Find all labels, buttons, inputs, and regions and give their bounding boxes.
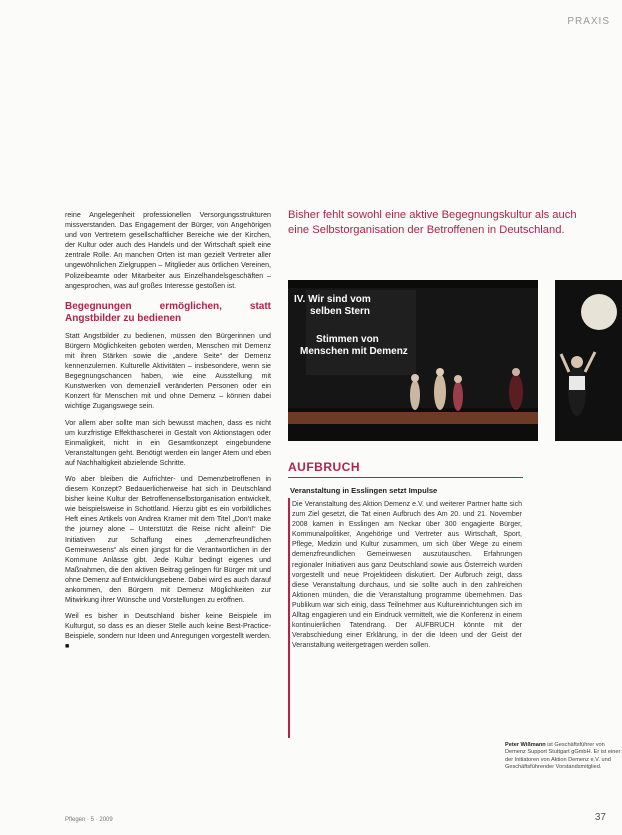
section-heading: Begegnungen ermöglichen, statt Angstbilder zu bedienen <box>65 300 271 324</box>
infobox-heading: AUFBRUCH <box>288 460 360 474</box>
performer-figure <box>410 380 420 410</box>
body-paragraph: Statt Angstbilder zu bedienen, müssen den Bürgerinnen und Bürgern Möglichkeiten geboten werden, Menschen mit Demenz mit ihren Stärken sowie die „andere Seite“ der Demenz kennenzulernen. Kulturelle Aktivitäten – insbesondere, wenn sie Begegnungschancen haben, wie eine Ausstellung mit Kunstwerken von demenziell veränderten Personen oder ein Konzert für Menschen mit und ohne Demenz – können dabei wichtige Zugangswege sein. <box>65 331 271 411</box>
performer-figure <box>509 374 523 410</box>
author-bio: ist Geschäftsführer von Demenz Support Stuttgart gGmbH. Er ist einer der Initiatoren von Aktion Demenz e.V. und Geschäftsführender Vorstandsmitglied. <box>505 742 621 771</box>
divider <box>288 477 523 478</box>
body-paragraph: reine Angelegenheit professionellen Versorgungsstrukturen missverstanden. Das Engagement der Bürger, von Angehörigen und von Vertretern gesellschaftlicher Bereiche wie der Kirchen, der Kultur oder auch des Handels und der Wirtschaft spielt eine zentrale Rolle. An manchen Orten ist man gezielt Vertreter aller ungewöhnlichen Zielgruppen – Mitglieder aus örtlichen Vereinen, Polizeibeamte oder Mitarbeiter aus Einzelhandelsgeschäften – angesprochen, was auf großes Interesse gestoßen ist. <box>65 211 271 290</box>
speaker-photo <box>555 280 622 441</box>
section-label: PRAXIS <box>567 16 610 27</box>
performer-figure <box>453 381 463 411</box>
body-paragraph <box>65 611 271 651</box>
performer-figure <box>434 374 446 410</box>
author-caption <box>505 742 622 772</box>
photo-text-line: Menschen mit Demenz <box>300 346 408 357</box>
speaker-scene <box>555 280 622 441</box>
body-paragraph-text: Weil es bisher in Deutschland bisher keine Beispiele im Kulturgut, so dass es an dieser Stelle auch keine Best-Practice-Beispiele, sondern nur Ideen und Anregungen vorgestellt werden. <box>65 612 271 641</box>
body-paragraph: Vor allem aber sollte man sich bewusst machen, dass es nicht um kurzfristige Effekthascherei in Gestalt von Aktionstagen oder Einmaligkeit, nicht in ein Gesamtkonzept eingebundene Veranstaltungen geht. Benötigt werden ein langer Atem und eben auf Nachhaltigkeit abzielende Schritte. <box>65 418 271 467</box>
infobox-subheading: Veranstaltung in Esslingen setzt Impulse <box>290 486 438 495</box>
end-mark: ■ <box>65 642 70 651</box>
infobox-body: Die Veranstaltung des Aktion Demenz e.V. und weiterer Partner hatte sich zum Ziel gesetzt, die Tat einen Aufbruch des Am 20. und 21. November 2008 kamen in Esslingen am Neckar über 300 engagierte Bürger, Kommunalpolitiker, Angehörige und Vertreter aus Wirtschaft, Sport, Pflege, Medizin und Kultur zusammen, um sich über Wege zu einem demenzfreundlichen Gemeinwesen auszutauschen. Erfahrungen regionaler Initiativen aus ganz Deutschland sowie aus Österreich wurden vorgestellt und neue Projektideen diskutiert. Der Aufbruch zeigt, dass diese Veranstaltung durchaus, und sie sollte auch in den zahlreichen Aktionen münden, die die Veranstaltung programme übernehmen. Das Publikum war sich einig, dass Teilnehmer aus Kultureinrichtungen sich im Alltag engagieren und ein Eindruck vermittelt, wie die Konferenz in einem kontinuierlichen Tatendrang. Der AUFBRUCH könnte mit der Verabschiedung einer Erklärung, in der die Ideen und der Geist der Veranstaltung weitergetragen werden sollen. <box>292 501 522 650</box>
pull-quote: Bisher fehlt sowohl eine aktive Begegnungskultur als auch eine Selbstorganisation der Betroffenen in Deutschland. <box>288 209 577 236</box>
footer-journal: Pflegen · 5 · 2009 <box>65 817 113 823</box>
body-paragraph: Wo aber bleiben die Aufrichter- und Demenzbetroffenen in diesem Konzept? Bedauerlicherweise hat sich in Deutschland bisher keine Kultur der Betroffenenselbstorganisation entwickelt, wie beispielsweise in Schottland. Hierzu gibt es ein vorbildliches Heft eines Artikels von Andrea Kramer mit dem Titel „Don’t make the journey alone – Unterstützt die Reise nicht allein!“ Die Initiativen zur Schaffung eines „demenzfreundlichen Gemeinwesens“ als einen jüngst für die Verantwortlichen in der Kommune Anlässe gibt. Jede Kultur bedingt eigenes und Maßnahmen, die den aktiven Beitrag gelingen für Bürger mit und ohne Demenz auf Entwicklungsebene. Dabei wird es auch darauf ankommen, den Bürgern mit Demenz Möglichkeiten zur Mitwirkung ihrer Wünsche und Vorstellungen zu eröffnen. <box>65 474 271 605</box>
page-number: 37 <box>594 812 606 823</box>
photo-text-line: Stimmen von <box>316 334 379 345</box>
author-name: Peter Wißmann <box>505 742 546 748</box>
moon-balloon <box>581 294 617 330</box>
left-text-column <box>65 210 271 658</box>
photo-text-line: selben Stern <box>310 306 371 317</box>
event-photo <box>288 280 538 441</box>
photo-text-line: IV. Wir sind vom <box>294 294 371 305</box>
